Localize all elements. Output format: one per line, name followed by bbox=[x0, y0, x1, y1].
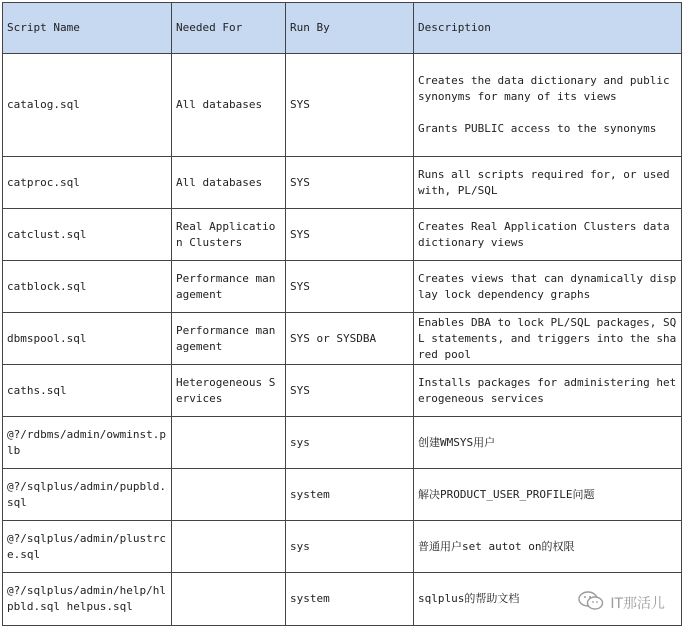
cell-script: @?/sqlplus/admin/plustrce.sql bbox=[3, 521, 172, 573]
table-row bbox=[3, 157, 682, 209]
table-row bbox=[3, 313, 682, 365]
cell-description: Creates Real Application Clusters data dictionary views bbox=[414, 209, 682, 261]
cell-needed-for: All databases bbox=[172, 157, 286, 209]
cell-run-by: SYS bbox=[286, 365, 414, 417]
scripts-table bbox=[2, 2, 682, 626]
table-row bbox=[3, 417, 682, 469]
cell-run-by: SYS or SYSDBA bbox=[286, 313, 414, 365]
cell-needed-for bbox=[172, 417, 286, 469]
table-row bbox=[3, 521, 682, 573]
header-row bbox=[3, 3, 682, 54]
cell-script: caths.sql bbox=[3, 365, 172, 417]
cell-description: sqlplus的帮助文档 bbox=[414, 573, 682, 626]
header-needed-for: Needed For bbox=[172, 3, 286, 54]
description-line: Grants PUBLIC access to the synonyms bbox=[418, 122, 657, 135]
cell-run-by: system bbox=[286, 469, 414, 521]
cell-needed-for: Real Application Clusters bbox=[172, 209, 286, 261]
header-run-by: Run By bbox=[286, 3, 414, 54]
cell-script: @?/sqlplus/admin/pupbld.sql bbox=[3, 469, 172, 521]
table-row bbox=[3, 469, 682, 521]
cell-needed-for bbox=[172, 469, 286, 521]
header-script-name: Script Name bbox=[3, 3, 172, 54]
description-line: Creates the data dictionary and public synonyms for many of its views bbox=[418, 74, 670, 103]
cell-run-by: sys bbox=[286, 521, 414, 573]
table-row bbox=[3, 54, 682, 157]
cell-needed-for: Performance management bbox=[172, 313, 286, 365]
cell-script: catproc.sql bbox=[3, 157, 172, 209]
cell-script: catalog.sql bbox=[3, 54, 172, 157]
cell-script: catblock.sql bbox=[3, 261, 172, 313]
cell-description bbox=[414, 54, 682, 157]
cell-description: Enables DBA to lock PL/SQL packages, SQL statements, and triggers into the shared pool bbox=[414, 313, 682, 365]
cell-run-by: SYS bbox=[286, 261, 414, 313]
cell-run-by: system bbox=[286, 573, 414, 626]
watermark-text: IT那活儿 bbox=[610, 596, 665, 612]
cell-description: 解决PRODUCT_USER_PROFILE问题 bbox=[414, 469, 682, 521]
table-row bbox=[3, 209, 682, 261]
cell-description: Creates views that can dynamically display lock dependency graphs bbox=[414, 261, 682, 313]
cell-description: 创建WMSYS用户 bbox=[414, 417, 682, 469]
cell-script: @?/sqlplus/admin/help/hlpbld.sql helpus.sql bbox=[3, 573, 172, 626]
cell-script: dbmspool.sql bbox=[3, 313, 172, 365]
table-row bbox=[3, 365, 682, 417]
cell-run-by: SYS bbox=[286, 209, 414, 261]
cell-description: Runs all scripts required for, or used with, PL/SQL bbox=[414, 157, 682, 209]
header-description: Description bbox=[414, 3, 682, 54]
cell-needed-for: All databases bbox=[172, 54, 286, 157]
cell-needed-for: Heterogeneous Services bbox=[172, 365, 286, 417]
cell-script: @?/rdbms/admin/owminst.plb bbox=[3, 417, 172, 469]
cell-description: 普通用户set autot on的权限 bbox=[414, 521, 682, 573]
cell-script: catclust.sql bbox=[3, 209, 172, 261]
watermark bbox=[578, 591, 665, 615]
cell-description: Installs packages for administering heterogeneous services bbox=[414, 365, 682, 417]
cell-needed-for: Performance management bbox=[172, 261, 286, 313]
cell-needed-for bbox=[172, 521, 286, 573]
table-row bbox=[3, 261, 682, 313]
cell-run-by: sys bbox=[286, 417, 414, 469]
cell-run-by: SYS bbox=[286, 157, 414, 209]
cell-run-by: SYS bbox=[286, 54, 414, 157]
wechat-icon bbox=[578, 591, 604, 615]
cell-needed-for bbox=[172, 573, 286, 626]
